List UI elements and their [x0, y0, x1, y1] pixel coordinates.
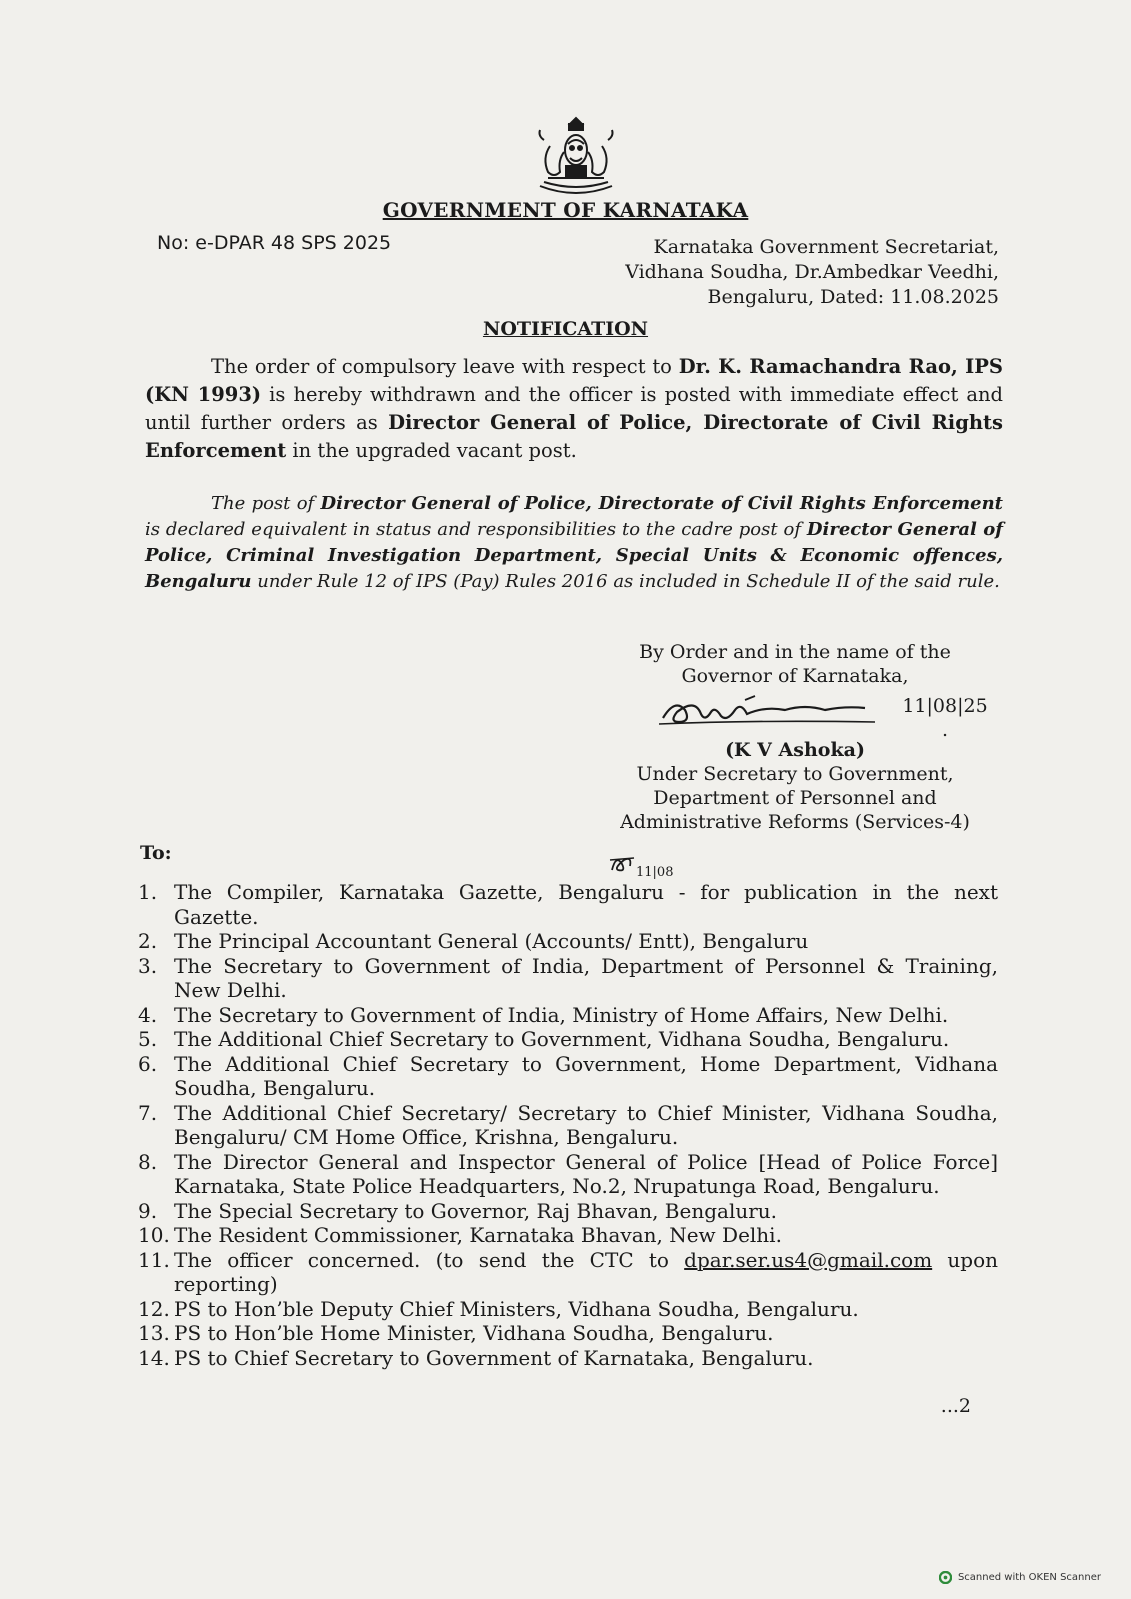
list-item: 6. The Additional Chief Secretary to Government, Home Department, Vidhana Soudha, Bengaluru.: [138, 1051, 998, 1100]
notification-paragraph-2: The post of Director General of Police, Directorate of Civil Rights Enforcement is declared equivalent in status and responsibilities to the cadre post of Director General of Police, Criminal Investigation Department, Special Units & Economic offences, Bengaluru under Rule 12 of IPS (Pay) Rules 2016 as included in Schedule II of the said rule.: [145, 493, 1004, 592]
list-item: 4. The Secretary to Government of India, Ministry of Home Affairs, New Delhi.: [138, 1002, 949, 1027]
signature-area: [600, 688, 990, 741]
page-continuation: ...2: [940, 1395, 971, 1417]
initials-date: 11|08: [636, 865, 674, 880]
signer-name: (K V Ashoka): [725, 739, 865, 761]
list-item: 12. PS to Hon’ble Deputy Chief Ministers, Vidhana Soudha, Bengaluru.: [138, 1296, 859, 1321]
list-item: 9. The Special Secretary to Governor, Raj Bhavan, Bengaluru.: [138, 1198, 778, 1223]
order-line: By Order and in the name of the: [639, 641, 951, 663]
notification-title: NOTIFICATION: [482, 318, 649, 340]
reference-number: No: e-DPAR 48 SPS 2025: [157, 232, 392, 254]
list-item: 7. The Additional Chief Secretary/ Secretary to Chief Minister, Vidhana Soudha, Bengaluru/ CM Home Office, Krishna, Bengaluru.: [138, 1100, 998, 1149]
office-address: [625, 235, 999, 310]
list-item: 14. PS to Chief Secretary to Government of Karnataka, Bengaluru.: [138, 1345, 814, 1370]
signer-designation: Department of Personnel and: [653, 787, 937, 809]
list-item: 5. The Additional Chief Secretary to Government, Vidhana Soudha, Bengaluru.: [138, 1027, 950, 1051]
list-item: 11. The officer concerned. (to send the CTC to dpar.ser.us4@gmail.com upon reporting): [138, 1247, 999, 1296]
list-item: 3. The Secretary to Government of India, Department of Personnel & Training, New Delhi.: [138, 953, 998, 1002]
signer-designation: Under Secretary to Government,: [636, 763, 954, 785]
address-line: Vidhana Soudha, Dr.Ambedkar Veedhi,: [625, 261, 999, 283]
list-item: 10. The Resident Commissioner, Karnataka Bhavan, New Delhi.: [138, 1223, 782, 1247]
signature-block: [600, 640, 990, 834]
handwritten-signature: [655, 692, 885, 732]
handwritten-date: 11|08|25 .: [902, 695, 988, 741]
posting-title: Director General of Police, Directorate of Civil Rights Enforcement: [145, 411, 1004, 462]
list-item: 13. PS to Hon’ble Home Minister, Vidhana Soudha, Bengaluru.: [138, 1321, 774, 1345]
email-link[interactable]: dpar.ser.us4@gmail.com: [684, 1247, 933, 1272]
scanner-text: Scanned with OKEN Scanner: [957, 1572, 1101, 1583]
initials-mark: [608, 850, 678, 880]
scanner-watermark: [939, 1571, 1101, 1584]
government-title: GOVERNMENT OF KARNATAKA: [382, 198, 749, 222]
list-item: 8. The Director General and Inspector General of Police [Head of Police Force] Karnataka, State Police Headquarters, No.2, Nrupatunga Road, Bengaluru.: [138, 1149, 998, 1198]
list-item: 2. The Principal Accountant General (Accounts/ Entt), Bengaluru: [138, 929, 809, 953]
scanner-logo-icon: [939, 1571, 952, 1584]
signer-designation: Administrative Reforms (Services-4): [620, 811, 970, 833]
officer-name: Dr. K. Ramachandra Rao, IPS (KN 1993): [145, 355, 1003, 406]
date-line: Bengaluru, Dated: 11.08.2025: [707, 286, 999, 308]
distribution-label: To:: [140, 842, 172, 864]
order-line: Governor of Karnataka,: [681, 665, 909, 687]
notification-paragraph-1: The order of compulsory leave with respect to Dr. K. Ramachandra Rao, IPS (KN 1993) is hereby withdrawn and the officer is posted with immediate effect and until further orders as Director General of Police, Directorate of Civil Rights Enforcement in the upgraded vacant post.: [145, 355, 1004, 462]
address-line: Karnataka Government Secretariat,: [653, 236, 999, 258]
karnataka-emblem-icon: [530, 116, 622, 198]
list-item: 1. The Compiler, Karnataka Gazette, Bengaluru - for publication in the next Gazette.: [138, 880, 998, 929]
distribution-list: [138, 880, 998, 1370]
handwritten-initials: [608, 850, 678, 884]
